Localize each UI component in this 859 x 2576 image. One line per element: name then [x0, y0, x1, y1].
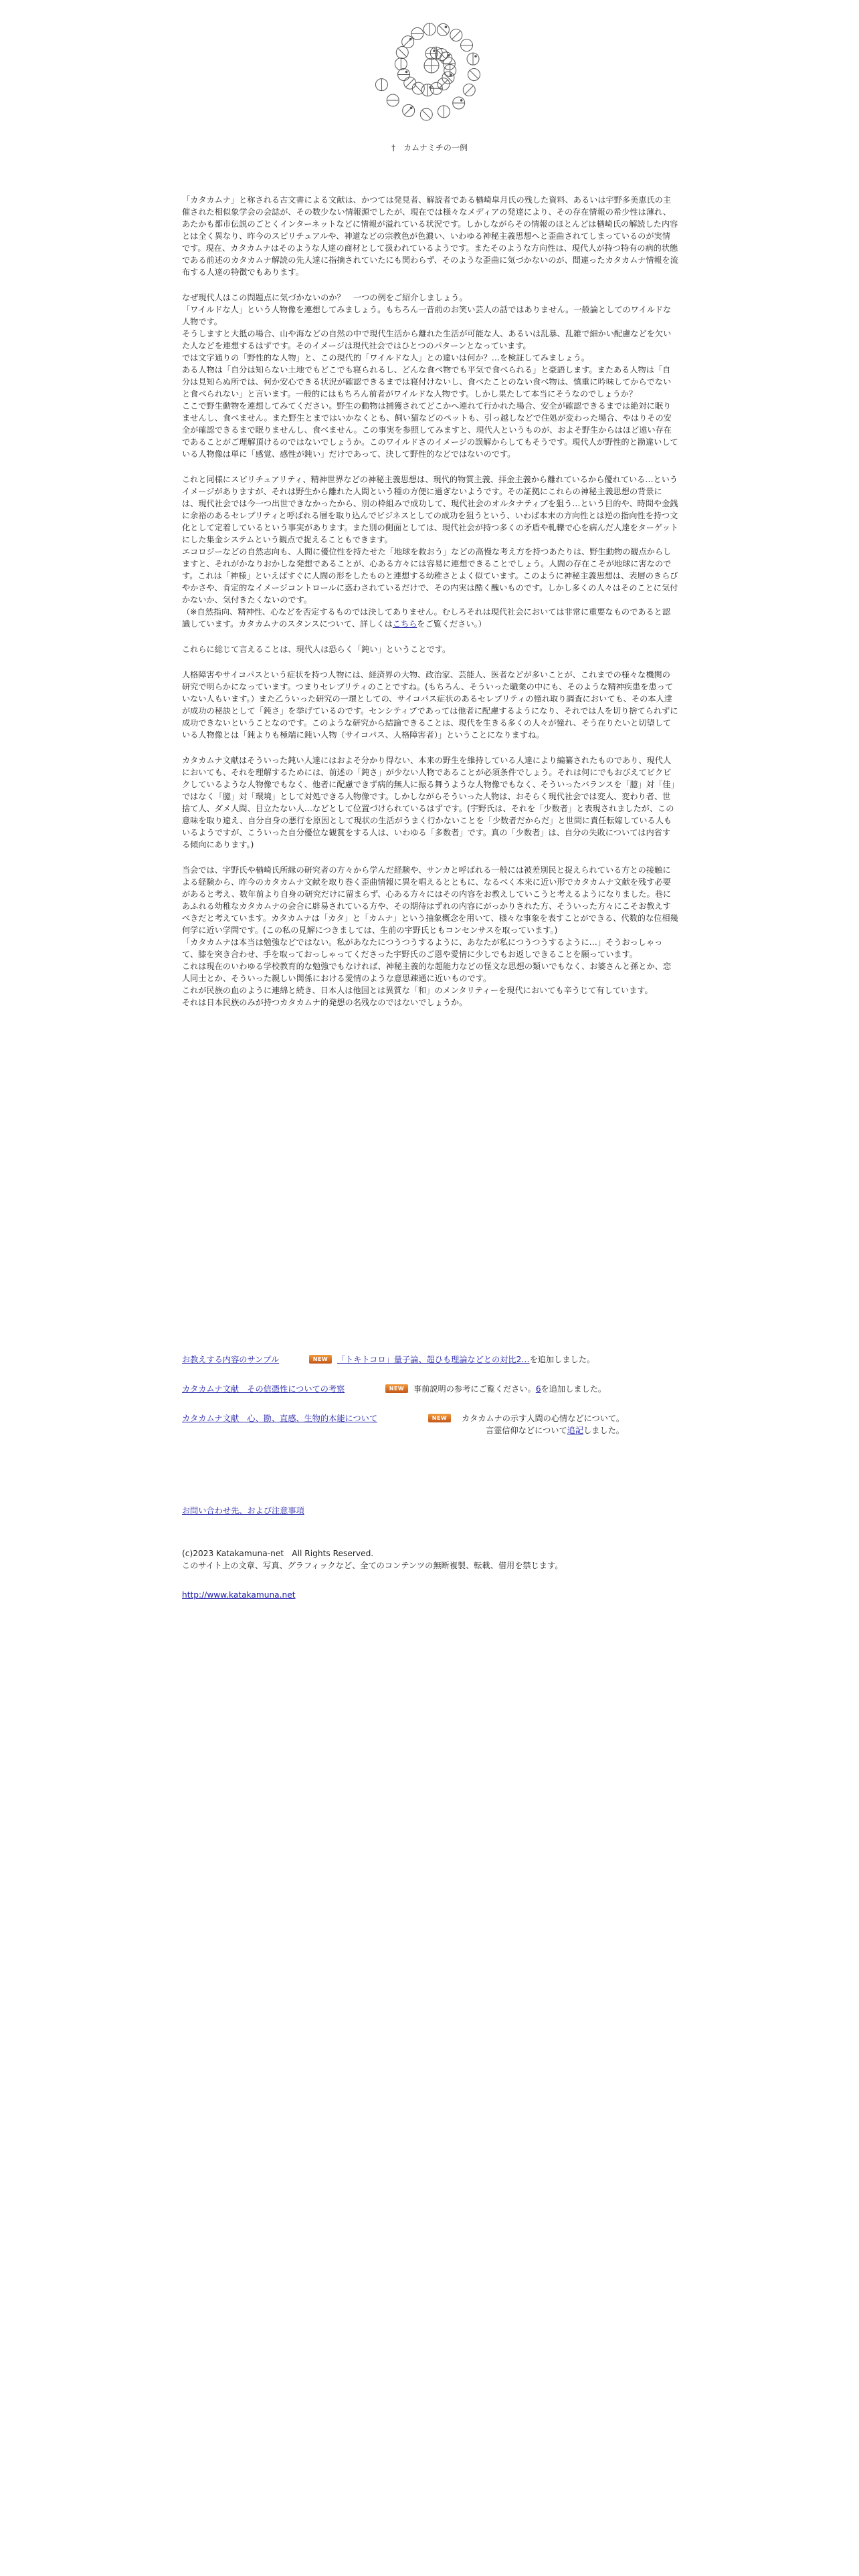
- paragraph-psychopathy: 人格障害やサイコパスという症状を持つ人物には、経済界の大物、政治家、芸能人、医者などが多いことが、これまでの様々な機関の研究で明らかになっています。つまりセレブリティのことですね。(もちろん、そういった職業の中にも、そのような精神疾患を患っていない人もいます。）また乙ういった研究の一環としての、サイコパス症状のあるセレブリティの憧れ取り調査においても、その本人達が成功の秘訣として「鈍さ」を挙げているのです。センシティブであっては他者に配慮するようになり、それでは人を切り捨てられずに成功できないということなのです。このような研究から結論できることは、現代を生きる多くの人々が憧れ、そう在りたいと切望している人物像とは「鈍よりも極端に鈍い人物（サイコパス、人格障害者）」ということになりますね。: [182, 670, 678, 740]
- copy-notice: このサイト上の文章、写真、グラフィックなど、全てのコンテンツの無断複製、転載、借用を禁じます。: [182, 1561, 563, 1570]
- glyph-circle: [442, 72, 454, 84]
- new-badge: NEW: [385, 1384, 408, 1393]
- glyph-circle: [398, 68, 410, 80]
- main-content: [182, 194, 678, 1022]
- paragraph-association: 当会では、宇野氏や楢崎氏所縁の研究者の方々から学んだ経験や、サンカと呼ばれる一般には被差別民と捉えられている方との接触による経験から、昨今のカタカムナ文献を取り巻く歪曲情報に異を唱えるとともに、なるべく本来に近い形でカタカムナ文献を残す必要があると考え、数年前より自身の研究だけに留まらず、心ある方々にはその内容をお教えしていこうと考えるようになりました。巷にあふれる幼稚なカタカムナの会合に辟易されている方や、その期待はずれの内容にがっかりされた方、そういった方々にこそお教えすべきだと考えています。カタカムナは「カタ」と「カムナ」という抽象概念を用いて、様々な事象を表すことができる、代数的な位相幾何学に近い学問です。(この私の見解につきましては、生前の宇野氏ともコンセンサスを取っています。) 「カタカムナは本当は勉強などではない。私があなたにつうつうするように、あなたが私につうつうするように…」そうおっしゃって、膝を突き合わせ、手を取っておっしゃってくださった宇野氏のご恩や愛情に少しでもお返しできることを願っています。 これは現在のいわゆる学校教育的な勉強でもなければ、神秘主義的な超能力などの怪文な思想の類いでもなく、お婆さんと孫とか、恋人同士とか、そういった親しい関係における愛情のような意思疎通に近いものです。 これが民族の血のように連綿と続き、日本人は他国とは異質な「和」のメンタリティーを現代においても辛うじて有しています。 それは日本民族のみが持つカタカムナ的発想の名残なのではないでしょうか。: [182, 865, 678, 1007]
- news-description: [413, 1383, 606, 1395]
- glyph-circle: [450, 29, 462, 41]
- paragraph-wild: なぜ現代人はこの問題点に気づかないのか？ 一つの例をご紹介しましょう。 「ワイルドな人」という人物像を連想してみましょう。もちろん一昔前のお笑い芸人の話ではありません。一般論としてのワイルドな人物です。 そうしますと大抵の場合、山や海などの自然の中で現代生活から離れた生活が可能な人、あるいは乱暴、乱雑で細かい配慮などを欠いた人などを連想するはずです。そのイメージは現代社会ではひとつのパターンとなっています。 では文字通りの「野性的な人物」と、この現代的「ワイルドな人」との違いは何か？…を検証してみましょう。 ある人物は「自分は知らない土地でもどこでも寝られるし、どんな食べ物でも平気で食べられる」と豪語します。またある人物は「自分は見知らぬ所では、何か安心できる状況が確認できるまでは寝付けないし、食べたことのない食べ物は、慎重に吟味してからでないと食べられない」と言います。一般的にはもちろん前者がワイルドな人物です。しかし果たして本当にそうなのでしょうか？ ここで野生動物を連想してみてください。野生の動物は捕獲されてどこかへ連れて行かれた場合、安全が確認できるまでは絶対に眠りませんし、食べません。また野生とまではいかなくとも、飼い猫などのペットも、引っ越しなどで住処が変わった場合、やはりその安全が確認できるまで眠りませんし、食べません。この事実を参照してみますと、現代人というものが、およそ野生からはほど遠い存在であることがご理解頂けるのではないでしょうか。このワイルドさのイメージの誤解からしてもそうです。現代人が野性的と勘違いしている人物像は単に「感覚、感性が鈍い」だけであって、決して野性的などではないのです。: [182, 293, 678, 459]
- news-description-link[interactable]: 「トキトコロ」量子論、超ひも理論などとの対比2…: [337, 1355, 530, 1364]
- glyph-circle: [395, 58, 407, 70]
- news-description-text: 事前説明の参考にご覧ください。: [413, 1384, 536, 1394]
- glyph-circle: [375, 79, 387, 91]
- glyph-circle: [430, 82, 442, 94]
- site-url-link[interactable]: http://www.katakamuna.net: [182, 1590, 296, 1600]
- news-title-link[interactable]: お教えする内容のサンプル: [182, 1355, 280, 1364]
- news-description-text: 言霊信仰などについて: [486, 1426, 567, 1435]
- glyph-circle: [396, 47, 408, 59]
- copyright-text: (c)2023 Katakamuna-net All Rights Reserved.: [182, 1549, 374, 1558]
- new-badge: NEW: [309, 1355, 332, 1364]
- image-caption: † カムナミチの一例: [391, 143, 468, 152]
- glyph-circle: [423, 23, 436, 35]
- contact-link[interactable]: お問い合わせ先、および注意事項: [182, 1506, 304, 1515]
- new-badge: NEW: [428, 1414, 451, 1422]
- news-description-text: を追加しました。: [529, 1355, 595, 1364]
- paragraph-text: これと同様にスピリチュアリティ、精神世界などの神秘主義思想は、現代的物質主義、拝金主義から離れているから優れている…というイメージがありますが、それは野生から離れた人間という種の方便に過ぎないようです。その証拠にこれらの神秘主義思想の背景には、現代社会では今一つ出世できなかったから、別の枠組みで成功して、現代社会のオルタナティブを狙う…という目的や、時間や金銭に余裕のあるセレブリティと呼ばれる層を取り込んでビジネスとしての成功を狙うという、いわば本末の方向性とは逆の指向性を持つ文化として定着しているという事実があります。また別の側面としては、現代社会が持つ多くの矛盾や軋轢で心を病んだ人達をターゲットにした集金システムという観点で捉えることもできます。 エコロジーなどの自然志向も、人間に優位性を持たせた「地球を救おう」などの高慢な考え方を持つあたりは、野生動物の観点からしますと、それがかなりおかしな発想であることが、心ある方々には容易に連想できることでしょう。人間の存在こそが地球に害なのです。これは「神様」といえばすぐに人間の形をしたものと連想する幼稚さとよく似ています。このように神秘主義思想は、表層のきらびやかさや、肯定的なイメージコントロールに惑わされているだけで、その内実は酷く醜いものです。しかし多くの人々はそのことに気付かないか、気付きたくないのです。 （※自然指向、精神性、心などを否定するものでは決してありません。むしろそれは現代社会においては非常に重要なものであると認識しています。カタカムナのスタンスについて、詳しくは: [182, 475, 678, 629]
- glyph-circle: [403, 104, 415, 116]
- glyph-circle: [437, 23, 449, 35]
- paragraph-spiritual: [182, 473, 678, 630]
- footer: [182, 1505, 690, 1601]
- news-description: [462, 1412, 624, 1436]
- news-description-link[interactable]: 6: [535, 1384, 541, 1394]
- paragraph-text: をご覧ください。）: [417, 619, 486, 629]
- paragraph-minority: カタカムナ文献はそういった鈍い人達にはおよそ分かり得ない、本来の野生を維持している人達により編纂されたものであり、現代人においても、それを理解するためには、前述の「鈍さ」が少ない人物であることが必須条件でしょう。それは何にでもおびえてビクビクしているような人物像でもなく、他者に配慮できず病的無人に振る舞うような人物像でもなく、そういったバランスを「臆」対「佳」ではなく「臆」対「環境」として対処できる人物像です。しかしながらそういった人物は、おそらく現代社会では変人、変わり者、世捨て人、ダメ人間、目立たない人…などとして位置づけられているはずです。(宇野氏は、それを「少数者」と表現されましたが、この意味を取り違え、自分自身の悪行を原因として現状の生活がうまく行かないことを「少数者だからだ」と世間に責任転嫁している人もいるようですが、こういった自分優位な観賞をする人は、いわゆる「多数者」です。真の「少数者」は、自分の失敗については内省する傾向にあります。): [182, 756, 675, 849]
- glyph-circle: [438, 106, 450, 118]
- news-list: [182, 1354, 690, 1455]
- glyph-circle: [411, 27, 423, 39]
- center-glyph: [424, 58, 439, 73]
- glyph-circle: [412, 82, 424, 94]
- glyph-circle: [463, 84, 475, 96]
- katakamuna-symbol-image: [375, 7, 488, 134]
- paragraph-dull: これらに総じて言えることは、現代人は恐らく「鈍い」ということです。: [182, 645, 451, 654]
- news-title-link[interactable]: カタカムナ文献 心、勘、直感、生物的本能について: [182, 1414, 378, 1423]
- news-item: [182, 1383, 690, 1412]
- glyph-circle: [467, 53, 479, 65]
- glyph-circle: [421, 84, 434, 96]
- news-description-text: しました。: [583, 1426, 624, 1435]
- glyph-circle: [453, 97, 465, 109]
- news-item: [182, 1412, 690, 1455]
- glyph-circle: [402, 36, 414, 48]
- news-description-text: カタカムナの示す人間の心情などについて。: [462, 1414, 625, 1423]
- news-description: [337, 1354, 595, 1366]
- glyph-circle: [404, 77, 416, 89]
- glyph-circle: [461, 39, 473, 51]
- glyph-circle: [440, 52, 452, 64]
- news-description-text: を追加しました。: [541, 1384, 607, 1394]
- news-item: [182, 1354, 690, 1383]
- glyph-circle: [420, 108, 432, 120]
- stance-link[interactable]: こちら: [392, 619, 417, 629]
- glyph-circle: [387, 94, 399, 106]
- glyph-circle: [468, 69, 480, 81]
- news-description-link[interactable]: 追記: [567, 1426, 584, 1435]
- paragraph-intro: 「カタカムナ」と称される古文書による文献は、かつては発見者、解読者である楢崎皐月氏の残した資料、あるいは宇野多美恵氏の主催された相似象学会の会誌が、その数少ない情報源でしたが、現在では様々なメディアの発達により、その存在情報の希少性は薄れ、あたかも都市伝説のごとくインターネットなどに情報が溢れている状況です。しかしながらその情報のほとんどは楢崎氏の解読した内容とは全く異なり、昨今のスピリチュアルや、神道などの宗教色が色濃い、いわゆる神秘主義思想へと歪曲されてしまっているのが実情です。現在、カタカムナはそのような人達の商材として扱われているようです。またそのような方向性は、現代人が持つ特有の病的状態である前述のカタカムナ解読の先人達に指摘されていたにも関わらず、そのような歪曲に気づかないのが、間違ったカタカムナ情報を流布する人達の特徴でもあります。: [182, 195, 678, 277]
- news-title-link[interactable]: カタカムナ文献 その信憑性についての考察: [182, 1384, 345, 1394]
